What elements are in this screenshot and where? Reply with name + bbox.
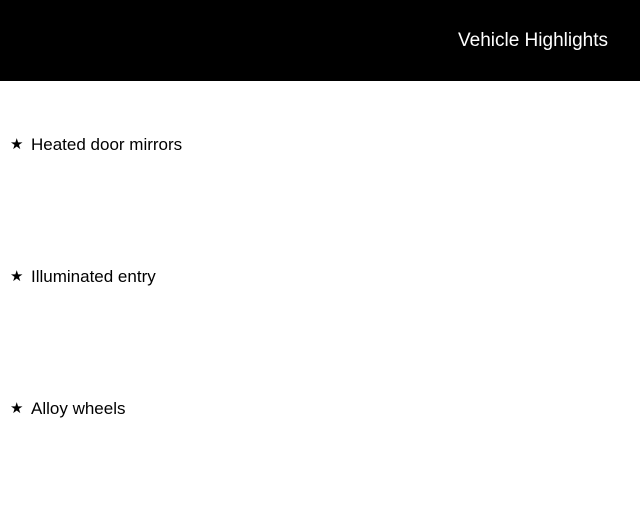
star-icon: ★ [10, 268, 24, 285]
page-title: Vehicle Highlights [458, 30, 608, 51]
star-icon: ★ [10, 400, 24, 417]
list-item-label: Illuminated entry [31, 267, 156, 286]
list-item [0, 110, 640, 242]
list-item [0, 374, 640, 506]
star-icon: ★ [10, 136, 24, 153]
list-item [0, 242, 640, 374]
list-item-label: Heated door mirrors [31, 135, 183, 154]
highlights-list [0, 110, 640, 506]
list-item-label: Alloy wheels [31, 399, 126, 418]
